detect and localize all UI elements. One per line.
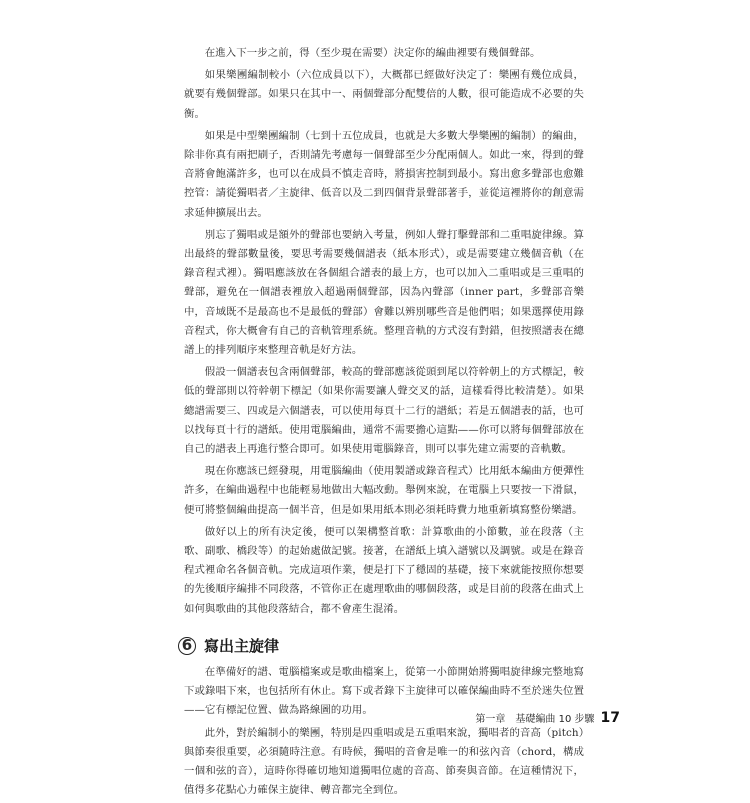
page-number: 17 bbox=[600, 710, 620, 726]
paragraph: 假設一個譜表包含兩個聲部，較高的聲部應該從頭到尾以符幹朝上的方式標記，較低的聲部則以符幹朝下標記（如果你需要讓人聲交叉的話，這樣看得比較清楚）。如果總譜需要三、四或是六個譜表，可以使用每頁十二行的譜紙；若是五個譜表的話，也可以找每頁十行的譜紙。使用電腦編曲，通常不需要擔心這點——你可以將每個聲部放在自己的譜表上再進行整合即可。如果使用電腦錄音，則可以事先建立需要的音軌數。 bbox=[184, 366, 584, 456]
paragraph: 在進入下一步之前，得（至少現在需要）決定你的編曲裡要有幾個聲部。 bbox=[204, 47, 541, 59]
paragraph: 此外，對於編制小的樂團，特別是四重唱或是五重唱來說，獨唱者的音高（pitch）與節奏很重要，必須隨時注意。有時候，獨唱的音會是唯一的和弦內音（chord，構成一個和弦的音），這時你得確切地知道獨唱位處的音高、節奏與音節。在這種情況下，值得多花點心力確保主旋律、轉音都完全到位。 bbox=[184, 726, 584, 797]
section-number-badge: 6 bbox=[178, 637, 196, 655]
chapter-label: 第一章 基礎編曲 10 步驟 bbox=[475, 714, 595, 725]
body-text bbox=[181, 44, 584, 803]
section-title: 寫出主旋律 bbox=[204, 637, 280, 656]
paragraph: 如果是中型樂團編制（七到十五位成員，也就是大多數大學樂團的編制）的編曲，除非你真有兩把刷子，否則請先考慮每一個聲部至少分配兩個人。如此一來，得到的聲音將會飽滿許多，也可以在成員不慎走音時，將損害控制到最小。寫出愈多聲部也愈難控管：請從獨唱者／主旋律、低音以及二到四個背景聲部著手，並從這裡將你的創意需求延伸擴展出去。 bbox=[184, 129, 584, 219]
paragraph: 別忘了獨唱或是額外的聲部也要納入考量，例如人聲打擊聲部和二重唱旋律線。算出最終的聲部數量後，要思考需要幾個譜表（紙本形式），或是需要建立幾個音軌（在錄音程式裡）。獨唱應該放在各個組合譜表的最上方，也可以加入二重唱或是三重唱的聲部，避免在一個譜表裡放入超過兩個聲部，因為內聲部（inner part，多聲部音樂中，音域既不是最高也不是最低的聲部）會難以辨別哪些音是他們唱；如果選擇使用錄音程式，你大概會有自己的音軌管理系統。整理音軌的方式沒有對錯，但按照譜表在總譜上的排列順序來整理音軌是好方法。 bbox=[184, 228, 584, 357]
section-heading bbox=[178, 633, 584, 659]
paragraph: 如果樂團編制較小（六位成員以下），大概都已經做好決定了：樂團有幾位成員，就要有幾個聲部。如果只在其中一、兩個聲部分配雙倍的人數，很可能造成不必要的失衡。 bbox=[184, 69, 584, 120]
paragraph: 做好以上的所有決定後，便可以架構整首歌：計算歌曲的小節數，並在段落（主歌、副歌、橋段等）的起始處做記號。接著，在譜紙上填入譜號以及調號。或是在錄音程式裡命名各個音軌。完成這項作業，便是打下了穩固的基礎，接下來就能按照你想要的先後順序編排不同段落，不管你正在處理歌曲的哪個段落，或是目前的段落在曲式上如何與歌曲的其他段落結合，都不會產生混淆。 bbox=[184, 525, 584, 615]
paragraph: 現在你應該已經發現，用電腦編曲（使用製譜或錄音程式）比用紙本編曲方便彈性許多，在編曲過程中也能輕易地做出大幅改動。舉例來說，在電腦上只要按一下滑鼠，便可將整個編曲提高一個半音，但是如果用紙本則必須耗時費力地重新填寫整份樂譜。 bbox=[184, 465, 584, 516]
page-footer bbox=[460, 710, 620, 726]
paragraph: 在準備好的譜、電腦檔案或是歌曲檔案上，從第一小節開始將獨唱旋律線完整地寫下或錄唱下來，也包括所有休止。寫下或者錄下主旋律可以確保編曲時不至於迷失位置——它有標記位置、做為路線圖的功用。 bbox=[184, 665, 584, 717]
